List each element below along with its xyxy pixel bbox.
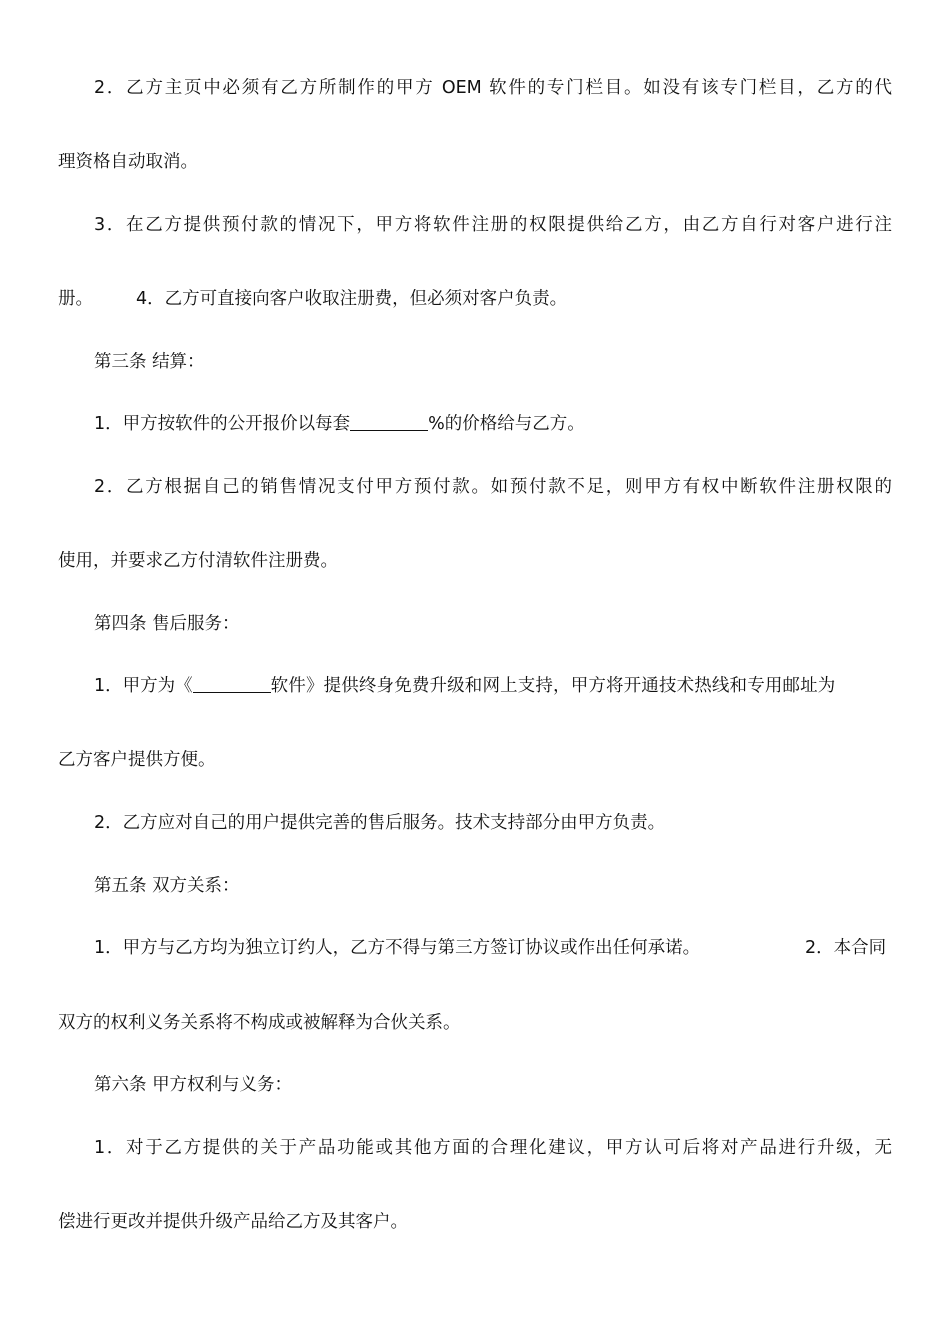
article-3-title: 第三条 结算：: [94, 352, 205, 372]
article-5-clause-2-start: 2．本合同: [805, 938, 887, 958]
article-5-clause-2-line-2: 双方的权利义务关系将不构成或被解释为合伙关系。: [58, 1013, 461, 1033]
paragraph-line: [0, 284, 950, 314]
paragraph-line: [0, 147, 950, 177]
article-4-clause-1-line-2: 乙方客户提供方便。: [58, 750, 216, 770]
article-4-clause-1-line-1: [94, 671, 892, 701]
article-heading: [0, 871, 950, 901]
paragraph-line: [0, 409, 950, 439]
article-4-clause-1-text-b: 软件》提供终身免费升级和网上支持，甲方将开通技术热线和专用邮址为: [270, 676, 836, 696]
article-6-title: 第六条 甲方权利与义务：: [94, 1075, 293, 1095]
paragraph-line: [0, 1207, 950, 1237]
paragraph-line: [0, 210, 950, 240]
article-heading: [0, 347, 950, 377]
article-heading: [0, 1070, 950, 1100]
clause-2-line-2: 理资格自动取消。: [58, 152, 198, 172]
paragraph-line: [0, 808, 950, 838]
paragraph-line: [0, 933, 950, 963]
clause-3-line-1: 3．在乙方提供预付款的情况下，甲方将软件注册的权限提供给乙方，由乙方自行对客户进行注: [94, 215, 892, 235]
paragraph-line: [0, 1008, 950, 1038]
article-4-clause-1-text-a: 1．甲方为《: [94, 676, 193, 696]
article-5-title: 第五条 双方关系：: [94, 876, 240, 896]
article-6-clause-1-line-1: 1．对于乙方提供的关于产品功能或其他方面的合理化建议，甲方认可后将对产品进行升级，无: [94, 1138, 892, 1158]
paragraph-line: [0, 73, 950, 103]
clause-4: 4．乙方可直接向客户收取注册费，但必须对客户负责。: [136, 289, 568, 309]
article-heading: [0, 609, 950, 639]
discount-blank-field: [350, 412, 428, 431]
article-3-clause-2-line-1: 2．乙方根据自己的销售情况支付甲方预付款。如预付款不足，则甲方有权中断软件注册权限的: [94, 477, 892, 497]
paragraph-line: [0, 472, 950, 502]
article-3-clause-1-text-b: %的价格给与乙方。: [428, 414, 585, 434]
article-4-title: 第四条 售后服务：: [94, 614, 240, 634]
clause-2-line-1: 2．乙方主页中必须有乙方所制作的甲方 OEM 软件的专门栏目。如没有该专门栏目，乙方的代: [94, 78, 892, 98]
paragraph-line: [0, 546, 950, 576]
article-6-clause-1-line-2: 偿进行更改并提供升级产品给乙方及其客户。: [58, 1212, 408, 1232]
article-3-clause-1-text-a: 1．甲方按软件的公开报价以每套: [94, 414, 351, 434]
article-5-clause-1: 1．甲方与乙方均为独立订约人，乙方不得与第三方签订协议或作出任何承诺。: [94, 938, 701, 958]
software-name-blank-field: [193, 674, 271, 693]
article-3-clause-1: [94, 409, 585, 439]
clause-3-line-2: 册。: [58, 289, 93, 309]
paragraph-line: [0, 1133, 950, 1163]
paragraph-line: [0, 745, 950, 775]
article-4-clause-2: 2．乙方应对自己的用户提供完善的售后服务。技术支持部分由甲方负责。: [94, 813, 666, 833]
paragraph-line: [0, 671, 950, 701]
article-3-clause-2-line-2: 使用，并要求乙方付清软件注册费。: [58, 551, 338, 571]
